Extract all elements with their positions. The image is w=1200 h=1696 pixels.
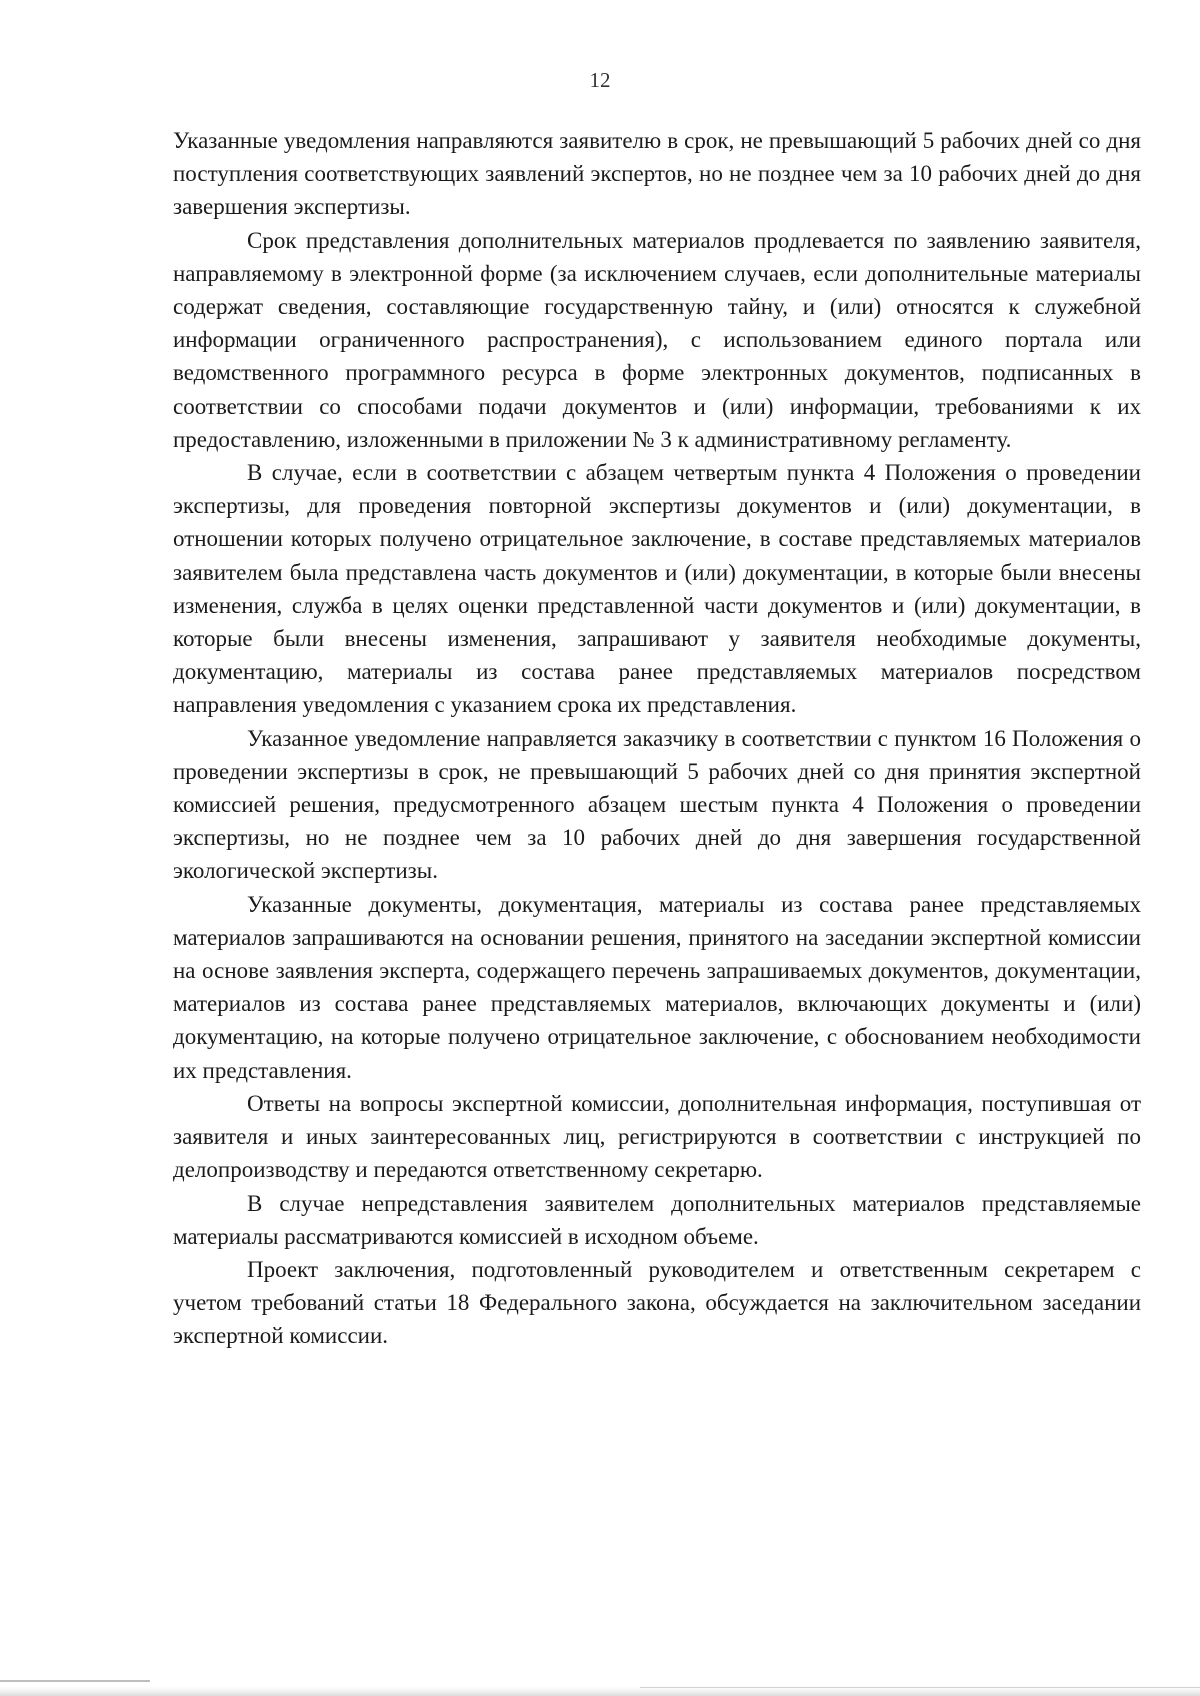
paragraph-notice-deadline: Указанные уведомления направляются заявителю в срок, не превышающий 5 рабочих дней со дня поступления соответствующих заявлений экспертов, но не позднее чем за 10 рабочих дней до дня завершения экспертизы.: [173, 128, 1141, 220]
scan-bottom-edge: [0, 1686, 1200, 1696]
paragraph-customer-notice: Указанное уведомление направляется заказчику в соответствии с пунктом 16 Положения о проведении экспертизы в срок, не превышающий 5 рабочих дней со дня принятия экспертной комиссией решения, предусмотренного абзацем шестым пункта 4 Положения о проведении экспертизы, но не позднее чем за 10 рабочих дней до дня завершения государственной экологической экспертизы.: [173, 725, 1141, 884]
paragraph-draft-conclusion: Проект заключения, подготовленный руководителем и ответственным секретарем с учетом требований статьи 18 Федерального закона, обсуждается на заключительном заседании экспертной комиссии.: [173, 1256, 1141, 1349]
paragraph-repeat-expertise: В случае, если в соответствии с абзацем четвертым пункта 4 Положения о проведении экспертизы, для проведения повторной экспертизы документов и (или) документации, в отношении которых получено отрицательное заключение, в составе представляемых материалов заявителем была представлена часть документов и (или) документации, в которые были внесены изменения, служба в целях оценки представленной части документов и (или) документации, в которые были внесены изменения, запрашивают у заявителя необходимые документы, документацию, материалы из состава ранее представляемых материалов посредством направления уведомления с указанием срока их представления.: [173, 460, 1141, 718]
paragraph-requested-documents: Указанные документы, документация, материалы из состава ранее представляемых материалов запрашиваются на основании решения, принятого на заседании экспертной комиссии на основе заявления эксперта, содержащего перечень запрашиваемых документов, документации, материалов из состава ранее представляемых материалов, включающих документы и (или) документацию, на которые получено отрицательное заключение, с обоснованием необходимости их представления.: [173, 891, 1141, 1083]
paragraph-answers-registration: Ответы на вопросы экспертной комиссии, дополнительная информация, поступившая от заявителя и иных заинтересованных лиц, регистрируются в соответствии с инструкцией по делопроизводству и передаются ответственному секретарю.: [173, 1090, 1141, 1183]
page-number: 12: [589, 68, 611, 92]
document-body: [173, 124, 1141, 1353]
scan-artifact-line-left: [0, 1680, 150, 1682]
paragraph-non-submission: В случае непредставления заявителем дополнительных материалов представляемые материалы рассматриваются комиссией в исходном объеме.: [173, 1190, 1141, 1249]
paragraph-extension-of-deadline: Срок представления дополнительных материалов продлевается по заявлению заявителя, направляемому в электронной форме (за исключением случаев, если дополнительные материалы содержат сведения, составляющие государственную тайну, и (или) относятся к служебной информации ограниченного распространения), с использованием единого портала или ведомственного программного ресурса в форме электронных документов, подписанных в соответствии со способами подачи документов и (или) информации, требованиями к их предоставлению, изложенными в приложении № 3 к административному регламенту.: [173, 227, 1141, 452]
